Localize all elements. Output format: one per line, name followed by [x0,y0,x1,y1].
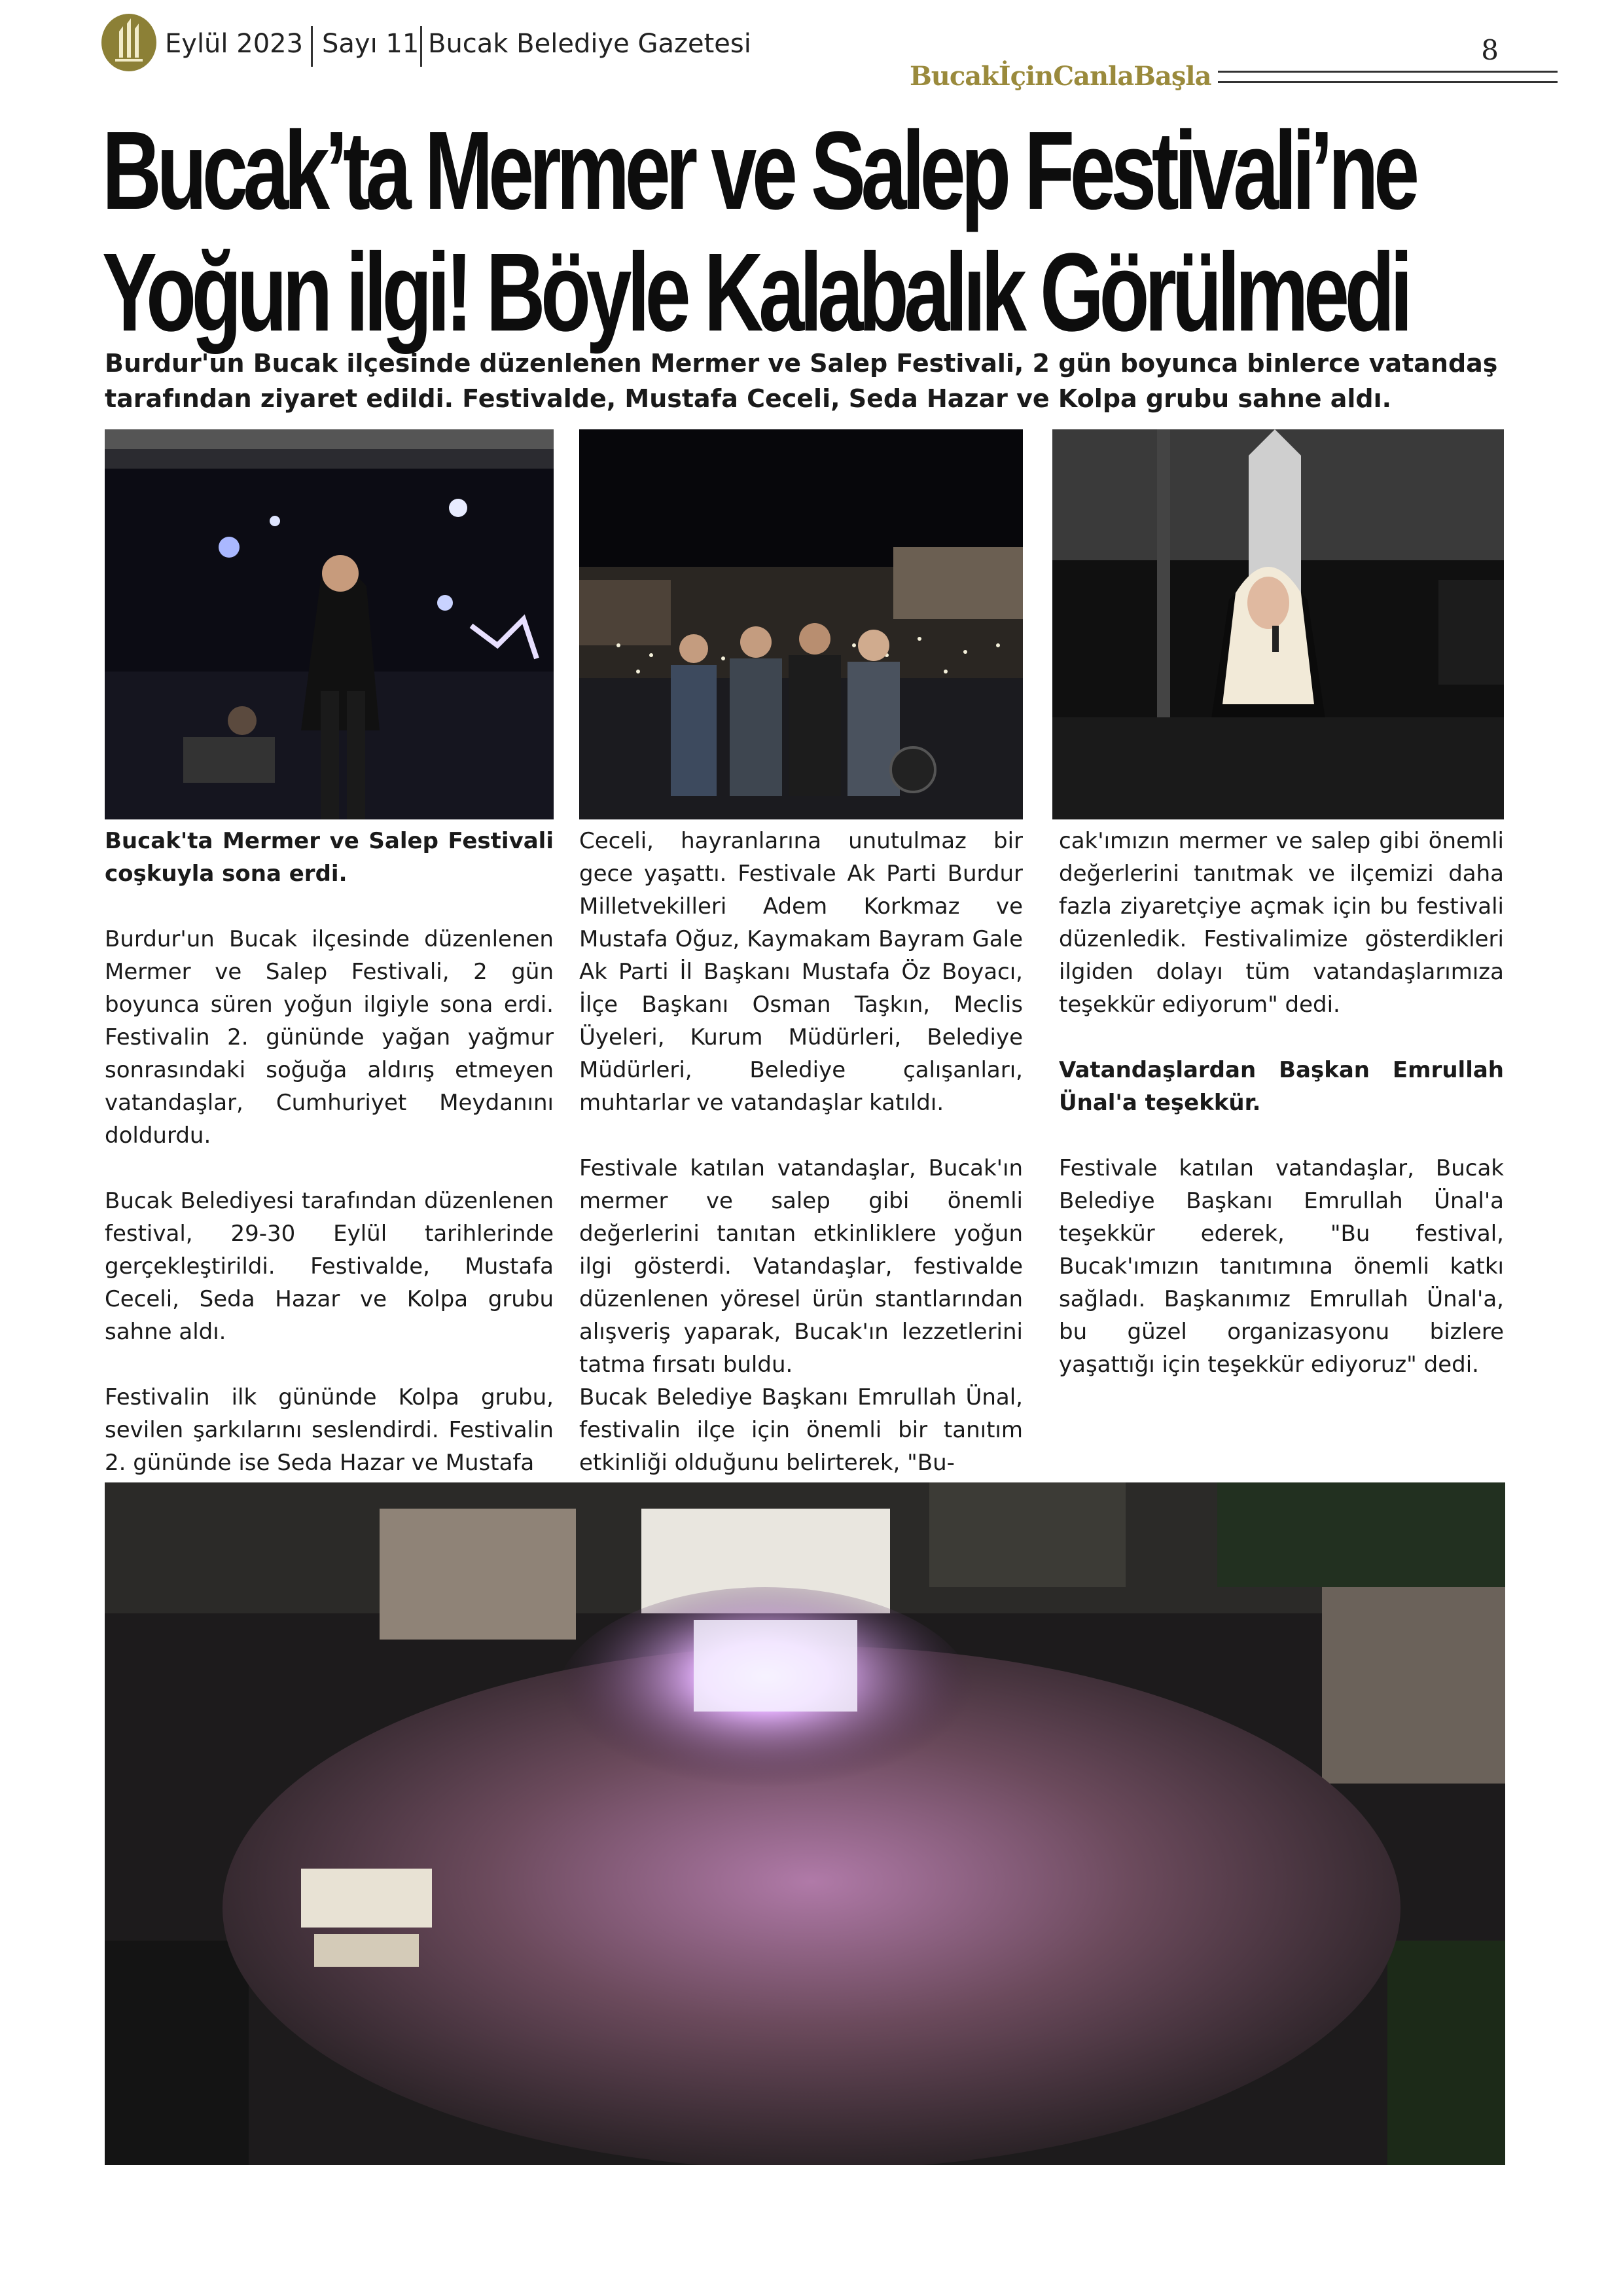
article-lead: Burdur'un Bucak ilçesinde düzenlenen Mermer ve Salep Festivali, 2 gün boyunca binlerce vatandaş tarafından ziyaret edildi. Festivalde, Mustafa Ceceli, Seda Hazar ve Kolpa grubu sahne aldı. [105,349,1498,413]
photo-aerial-festival-crowd [105,1482,1505,2165]
page-number: 8 [1481,34,1499,66]
paragraph: Festivale katılan vatandaşlar, Bucak Belediye Başkanı Emrullah Ünal'a teşekkür ederek, "Bu festival, Bucak'ımızın tanıtımına önemli katkı sağladı. Başkanımız Emrullah Ünal'a, bu güzel organizasyonu bizlere yaşattığı için teşekkür ediyoruz" dedi. [1059,1155,1504,1378]
header-slogan: BucakİçinCanlaBaşla [903,60,1218,93]
header-separator [420,26,422,67]
paragraph: Bucak Belediyesi tarafından düzenlenen festival, 29-30 Eylül tarihlerinde gerçekleştirildi. Festivalde, Mustafa Ceceli, Seda Hazar ve Kolpa grubu sahne aldı. [105,1188,554,1345]
article-column-2 [579,825,1023,1479]
bucak-municipality-logo-icon [99,7,158,72]
paragraph: Festivalin ilk gününde Kolpa grubu, sevilen şarkılarını seslendirdi. Festivalin 2. gününde ise Seda Hazar ve Mustafa [105,1384,554,1476]
paragraph: Bucak Belediye Başkanı Emrullah Ünal, festivalin ilçe için önemli bir tanıtım etkinliği olduğunu belirterek, "Bu- [579,1384,1023,1476]
issue-date: Eylül 2023 [165,29,304,59]
paragraph: cak'ımızın mermer ve salep gibi önemli değerlerini tanıtmak ve ilçemizi daha fazla ziyaretçiye açmak için bu festivali düzenledik. Festivalimize gösterdikleri ilgiden dolayı tüm vatandaşlarımıza teşekkür ediyorum" dedi. [1059,828,1504,1018]
issue-number: Sayı 11 [322,29,419,59]
paragraph: Burdur'un Bucak ilçesinde düzenlenen Mermer ve Salep Festivali, 2 gün boyunca süren yoğun ilgiyle sona erdi. Festivalin 2. gününde yağan yağmur sonrasındaki soğuğa aldırış etmeyen vatandaşlar, Cumhuriyet Meydanını doldurdu. [105,926,554,1149]
header-separator [311,26,313,67]
subheading: Bucak'ta Mermer ve Salep Festivali coşkuyla sona erdi. [105,828,554,887]
article-headline [102,109,1415,355]
article-column-1 [105,825,554,1479]
photo-singer-on-stage [105,429,554,819]
subheading: Vatandaşlardan Başkan Emrullah Ünal'a teşekkür. [1059,1057,1504,1116]
headline-line-1: Bucak’ta Mermer ve Salep Festivali’ne [102,109,1415,233]
newspaper-name: Bucak Belediye Gazetesi [428,29,751,59]
article-column-3 [1059,825,1504,1381]
paragraph: Festivale katılan vatandaşlar, Bucak'ın mermer ve salep gibi önemli değerlerini tanıtan etkinliklere yoğun ilgi gösterdi. Vatandaşlar, festivalde düzenlenen yöresel ürün stantlarından alışveriş yaparak, Bucak'ın lezzetlerini tatma fırsatı buldu. [579,1155,1023,1378]
headline-line-2: Yoğun ilgi! Böyle Kalabalık Görülmedi [102,230,1408,355]
photo-female-singer [1052,429,1504,819]
photo-officials-on-stage [579,429,1023,819]
paragraph: Ceceli, hayranlarına unutulmaz bir gece yaşattı. Festivale Ak Parti Burdur Milletvekilleri Adem Korkmaz ve Mustafa Oğuz, Kaymakam Bayram Gale Ak Parti İl Başkanı Mustafa Öz Boyacı, İlçe Başkanı Osman Taşkın, Meclis Üyeleri, Kurum Müdürleri, Belediye Müdürleri, Belediye çalışanları, muhtarlar ve vatandaşlar katıldı. [579,828,1023,1116]
